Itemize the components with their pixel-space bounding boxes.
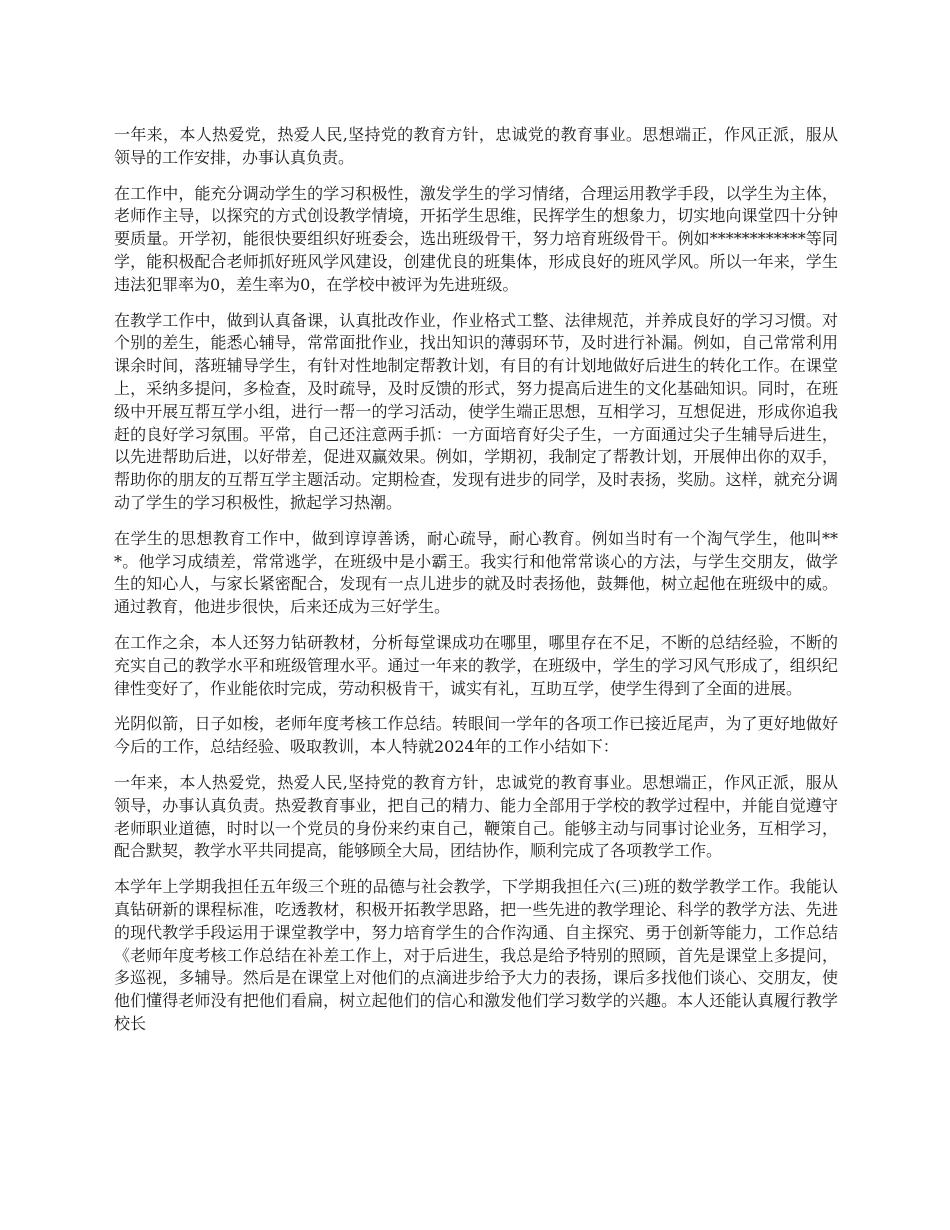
paragraph: 一年来，本人热爱党，热爱人民,坚持党的教育方针，忠诚党的教育事业。思想端正，作风正派，服从领导，办事认真负责。热爱教育事业，把自己的精力、能力全部用于学校的教学过程中，并能自觉遵守老师职业道德，时时以一个党员的身份来约束自己，鞭策自己。能够主动与同事讨论业务，互相学习，配合默契，教学水平共同提高，能够顾全大局，团结协作，顺利完成了各项教学工作。 [114,772,838,861]
paragraph: 本学年上学期我担任五年级三个班的品德与社会教学，下学期我担任六(三)班的数学教学工作。我能认真钻研新的课程标准，吃透教材，积极开拓教学思路，把一些先进的教学理论、科学的教学方法、先进的现代教学手段运用于课堂教学中，努力培育学生的合作沟通、自主探究、勇于创新等能力，工作总结《老师年度考核工作总结在补差工作上，对于后进生，我总是给予特别的照顾，首先是课堂上多提问，多巡视，多辅导。然后是在课堂上对他们的点滴进步给予大力的表扬，课后多找他们谈心、交朋友，使他们懂得老师没有把他们看扁，树立起他们的信心和激发他们学习数学的兴趣。本人还能认真履行教学校长 [114,877,838,1033]
paragraph: 在工作之余，本人还努力钻研教材，分析每堂课成功在哪里，哪里存在不足，不断的总结经验，不断的充实自己的教学水平和班级管理水平。通过一年来的教学，在班级中，学生的学习风气形成了，组织纪律性变好了，作业能依时完成，劳动积极肯干，诚实有礼，互助互学，使学生得到了全面的进展。 [114,632,838,698]
paragraph: 在学生的思想教育工作中，做到谆谆善诱，耐心疏导，耐心教育。例如当时有一个淘气学生，他叫***。他学习成绩差，常常逃学，在班级中是小霸王。我实行和他常常谈心的方法，与学生交朋友，做学生的知心人，与家长紧密配合，发现有一点儿进步的就及时表扬他，鼓舞他，树立起他在班级中的威。通过教育，他进步很快，后来还成为三好学生。 [114,528,838,617]
paragraph: 一年来，本人热爱党，热爱人民,坚持党的教育方针，忠诚党的教育事业。思想端正，作风正派，服从领导的工作安排，办事认真负责。 [114,125,838,167]
paragraph: 在教学工作中，做到认真备课，认真批改作业，作业格式工整、法律规范，并养成良好的学习习惯。对个别的差生，能悉心辅导，常常面批作业，找出知识的薄弱环节，及时进行补漏。例如，自己常常利用课余时间，落班辅导学生，有针对性地制定帮教计划，有目的有计划地做好后进生的转化工作。在课堂上，采纳多提问，多检查，及时疏导，及时反馈的形式，努力提高后进生的文化基础知识。同时，在班级中开展互帮互学小组，进行一帮一的学习活动，使学生端正思想，互相学习，互想促进，形成你追我赶的良好学习氛围。平常，自己还注意两手抓：一方面培育好尖子生，一方面通过尖子生辅导后进生，以先进帮助后进，以好带差，促进双赢效果。例如，学期初，我制定了帮教计划，开展伸出你的双手，帮助你的朋友的互帮互学主题活动。定期检查，发现有进步的同学，及时表扬，奖励。这样，就充分调动了学生的学习积极性，掀起学习热潮。 [114,310,838,512]
document-page [114,124,838,1049]
paragraph: 在工作中，能充分调动学生的学习积极性，激发学生的学习情绪，合理运用教学手段，以学生为主体，老师作主导，以探究的方式创设教学情境，开拓学生思维，民挥学生的想象力，切实地向课堂四十分钟要质量。开学初，能很快要组织好班委会，选出班级骨干，努力培育班级骨干。例如************等同学，能积极配合老师抓好班风学风建设，创建优良的班集体，形成良好的班风学风。所以一年来，学生违法犯罪率为0，差生率为0，在学校中被评为先进班级。 [114,183,838,294]
paragraph: 光阴似箭，日子如梭，老师年度考核工作总结。转眼间一学年的各项工作已接近尾声，为了更好地做好今后的工作，总结经验、吸取教训，本人特就2024年的工作小结如下： [114,714,838,757]
